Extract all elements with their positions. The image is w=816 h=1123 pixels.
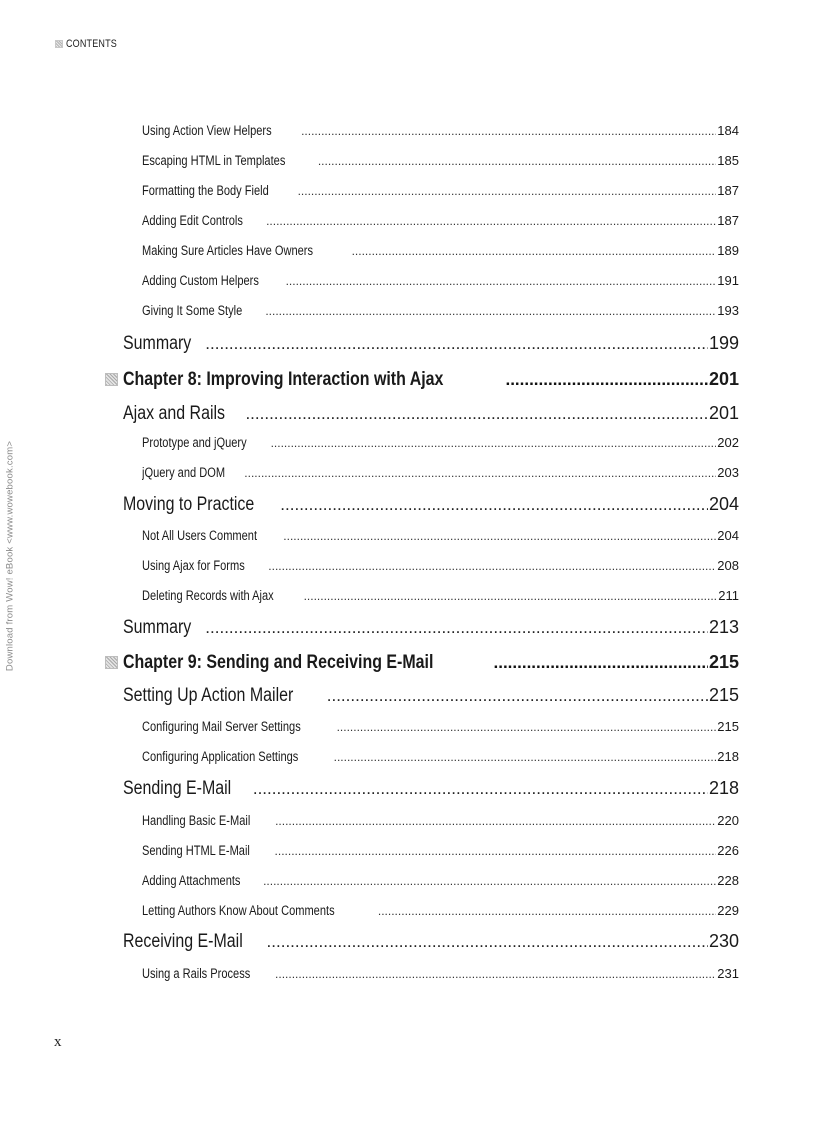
toc-entry-page: 215 bbox=[717, 719, 739, 734]
toc-entry-title: Summary bbox=[123, 617, 192, 638]
toc-dot-leader bbox=[318, 152, 716, 170]
toc-entry-page: 203 bbox=[717, 465, 739, 480]
toc-entry-title: Letting Authors Know About Comments bbox=[142, 903, 335, 918]
toc-entry-page: 184 bbox=[717, 123, 739, 138]
toc-subsection-entry[interactable] bbox=[142, 302, 739, 320]
toc-entry-title: Using Ajax for Forms bbox=[142, 558, 245, 573]
toc-dot-leader bbox=[275, 812, 716, 830]
toc-dot-leader bbox=[334, 748, 717, 766]
toc-subsection-entry[interactable] bbox=[142, 434, 739, 452]
toc-entry-page: 229 bbox=[717, 903, 739, 918]
toc-subsection-entry[interactable] bbox=[142, 242, 739, 260]
toc-entry-title: Summary bbox=[123, 333, 192, 354]
toc-dot-leader bbox=[268, 557, 716, 575]
toc-entry-page: 193 bbox=[717, 303, 739, 318]
toc-entry-title: Deleting Records with Ajax bbox=[142, 588, 274, 603]
toc-dot-leader bbox=[352, 242, 717, 260]
toc-entry-page: 187 bbox=[717, 183, 739, 198]
toc-dot-leader bbox=[266, 212, 716, 230]
toc-dot-leader bbox=[304, 587, 718, 605]
toc-subsection-entry[interactable] bbox=[142, 272, 739, 290]
toc-entry-page: 211 bbox=[718, 588, 739, 603]
toc-subsection-entry[interactable] bbox=[142, 842, 739, 860]
toc-subsection-entry[interactable] bbox=[142, 527, 739, 545]
toc-section-entry[interactable] bbox=[123, 492, 739, 516]
toc-entry-page: 204 bbox=[708, 494, 739, 514]
toc-chapter-entry[interactable] bbox=[123, 650, 739, 674]
toc-entry-title: Chapter 9: Sending and Receiving E-Mail bbox=[123, 652, 434, 673]
toc-subsection-entry[interactable] bbox=[142, 182, 739, 200]
toc-entry-page: 199 bbox=[708, 333, 739, 353]
toc-entry-title: Moving to Practice bbox=[123, 494, 255, 515]
toc-dot-leader bbox=[205, 616, 708, 639]
toc-dot-leader bbox=[301, 122, 716, 140]
toc-dot-leader bbox=[494, 651, 708, 674]
toc-section-entry[interactable] bbox=[123, 331, 739, 355]
toc-dot-leader bbox=[271, 434, 717, 452]
toc-dot-leader bbox=[253, 777, 708, 800]
chapter-square-icon bbox=[105, 656, 118, 669]
toc-section-entry[interactable] bbox=[123, 776, 739, 800]
toc-entry-title: Not All Users Comment bbox=[142, 528, 258, 543]
toc-entry-page: 215 bbox=[708, 652, 739, 672]
toc-entry-page: 191 bbox=[717, 273, 739, 288]
toc-entry-title: jQuery and DOM bbox=[142, 465, 226, 480]
toc-dot-leader bbox=[245, 402, 708, 425]
toc-entry-title: Sending E-Mail bbox=[123, 778, 232, 799]
toc-subsection-entry[interactable] bbox=[142, 464, 739, 482]
toc-entry-title: Adding Custom Helpers bbox=[142, 273, 259, 288]
page-number: x bbox=[54, 1034, 62, 1050]
toc-entry-page: 202 bbox=[717, 435, 739, 450]
toc-entry-title: Receiving E-Mail bbox=[123, 931, 243, 952]
toc-dot-leader bbox=[205, 332, 708, 355]
toc-dot-leader bbox=[263, 872, 716, 890]
toc-entry-title: Sending HTML E-Mail bbox=[142, 843, 250, 858]
toc-entry-page: 218 bbox=[717, 749, 739, 764]
toc-entry-title: Chapter 8: Improving Interaction with Ajax bbox=[123, 369, 444, 390]
toc-dot-leader bbox=[275, 842, 717, 860]
toc-entry-page: 231 bbox=[717, 966, 739, 981]
toc-entry-title: Escaping HTML in Templates bbox=[142, 153, 286, 168]
toc-subsection-entry[interactable] bbox=[142, 122, 739, 140]
toc-dot-leader bbox=[505, 368, 707, 391]
toc-section-entry[interactable] bbox=[123, 401, 739, 425]
toc-section-entry[interactable] bbox=[123, 615, 739, 639]
toc-subsection-entry[interactable] bbox=[142, 718, 739, 736]
toc-entry-title: Giving It Some Style bbox=[142, 303, 243, 318]
toc-entry-page: 228 bbox=[717, 873, 739, 888]
toc-entry-title: Setting Up Action Mailer bbox=[123, 685, 294, 706]
toc-entry-title: Using a Rails Process bbox=[142, 966, 251, 981]
toc-entry-page: 215 bbox=[708, 685, 739, 705]
toc-dot-leader bbox=[327, 684, 708, 707]
toc-dot-leader bbox=[267, 930, 708, 953]
toc-subsection-entry[interactable] bbox=[142, 902, 739, 920]
toc-entry-page: 218 bbox=[708, 778, 739, 798]
toc-section-entry[interactable] bbox=[123, 929, 739, 953]
toc-entry-page: 187 bbox=[717, 213, 739, 228]
toc-subsection-entry[interactable] bbox=[142, 152, 739, 170]
toc-entry-title: Handling Basic E-Mail bbox=[142, 813, 251, 828]
toc-entry-page: 213 bbox=[708, 617, 739, 637]
watermark-text: Download from Wow! eBook <www.wowebook.com> bbox=[4, 440, 16, 672]
toc-entry-page: 201 bbox=[708, 369, 739, 389]
toc-chapter-entry[interactable] bbox=[123, 367, 739, 391]
toc-dot-leader bbox=[265, 302, 716, 320]
toc-entry-title: Making Sure Articles Have Owners bbox=[142, 243, 314, 258]
toc-entry-title: Configuring Mail Server Settings bbox=[142, 719, 301, 734]
toc-subsection-entry[interactable] bbox=[142, 812, 739, 830]
toc-entry-title: Prototype and jQuery bbox=[142, 435, 247, 450]
toc-dot-leader bbox=[298, 182, 717, 200]
toc-entry-page: 189 bbox=[717, 243, 739, 258]
toc-subsection-entry[interactable] bbox=[142, 557, 739, 575]
toc-dot-leader bbox=[275, 965, 716, 983]
toc-entry-title: Configuring Application Settings bbox=[142, 749, 299, 764]
chapter-square-icon bbox=[105, 373, 118, 386]
toc-subsection-entry[interactable] bbox=[142, 212, 739, 230]
running-header-label: CONTENTS bbox=[66, 38, 117, 50]
toc-section-entry[interactable] bbox=[123, 683, 739, 707]
toc-dot-leader bbox=[378, 902, 716, 920]
toc-entry-page: 208 bbox=[717, 558, 739, 573]
toc-entry-title: Adding Attachments bbox=[142, 873, 241, 888]
toc-dot-leader bbox=[337, 718, 717, 736]
toc-entry-title: Using Action View Helpers bbox=[142, 123, 272, 138]
toc-dot-leader bbox=[283, 527, 716, 545]
toc-dot-leader bbox=[244, 464, 716, 482]
toc-dot-leader bbox=[280, 493, 708, 516]
toc-entry-page: 220 bbox=[717, 813, 739, 828]
toc-subsection-entry[interactable] bbox=[142, 965, 739, 983]
toc-dot-leader bbox=[286, 272, 717, 290]
toc-entry-title: Formatting the Body Field bbox=[142, 183, 269, 198]
toc-entry-title: Adding Edit Controls bbox=[142, 213, 243, 228]
toc-entry-page: 226 bbox=[717, 843, 739, 858]
toc-entry-page: 230 bbox=[708, 931, 739, 951]
toc-subsection-entry[interactable] bbox=[142, 748, 739, 766]
toc-subsection-entry[interactable] bbox=[142, 587, 739, 605]
toc-entry-page: 185 bbox=[717, 153, 739, 168]
toc-entry-page: 201 bbox=[708, 403, 739, 423]
toc-subsection-entry[interactable] bbox=[142, 872, 739, 890]
toc-entry-title: Ajax and Rails bbox=[123, 403, 226, 424]
toc-entry-page: 204 bbox=[717, 528, 739, 543]
